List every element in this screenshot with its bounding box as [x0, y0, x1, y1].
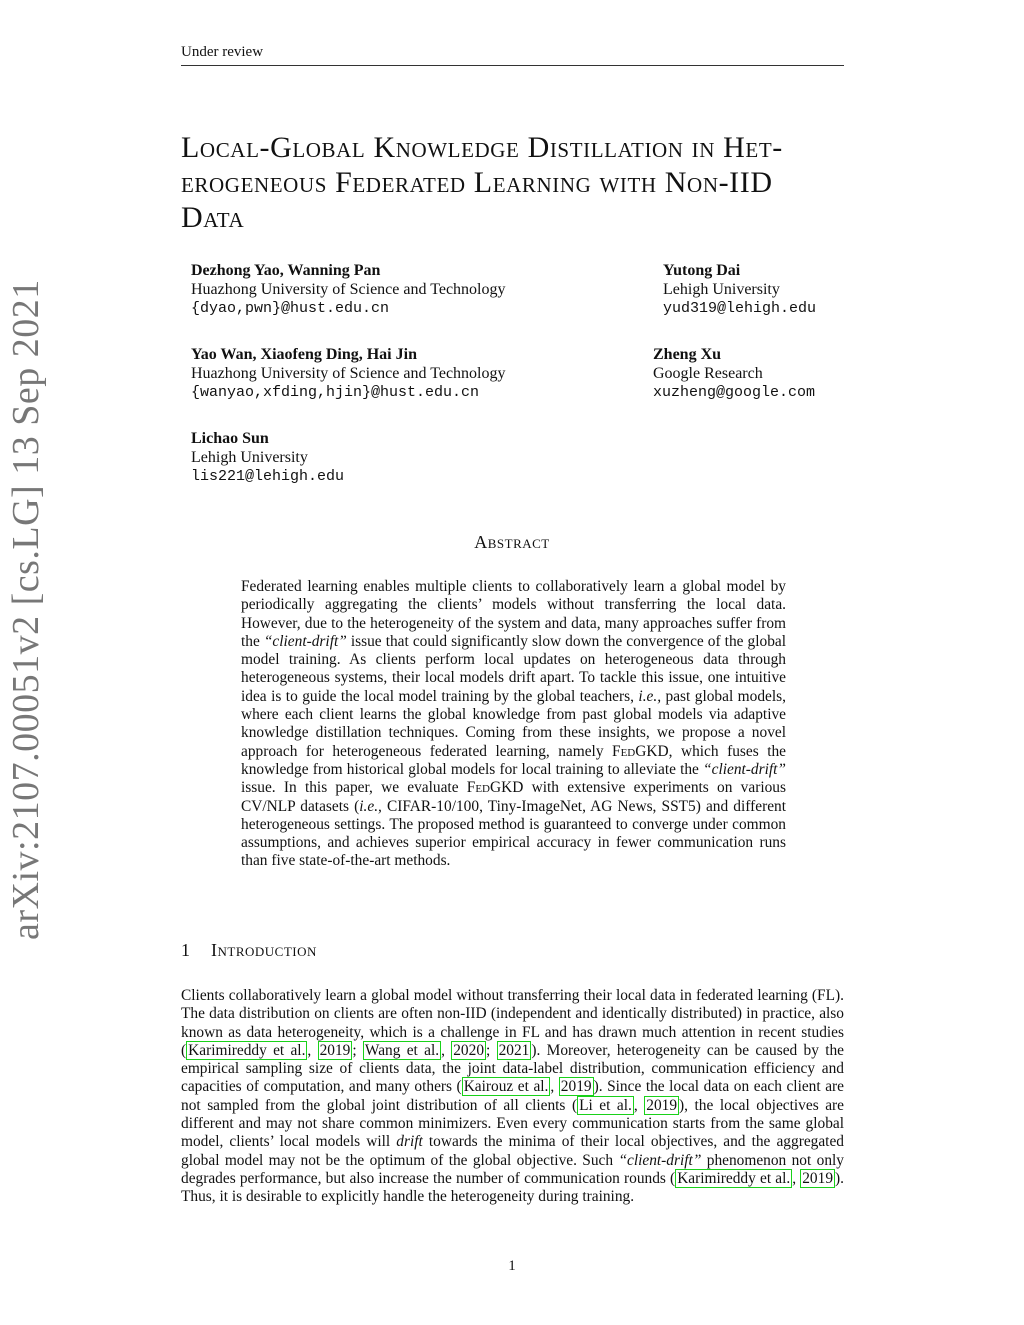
author-email: {dyao,pwn}@hust.edu.cn	[191, 300, 390, 317]
author-affiliation: Google Research	[653, 365, 763, 382]
intro-text: phenomenon not only degrades performance, but also increase the number of communication rounds (	[181, 1151, 844, 1187]
author-affiliation: Lehigh University	[663, 281, 780, 298]
author-email: {wanyao,xfding,hjin}@hust.edu.cn	[191, 384, 480, 401]
intro-emphasis: “client-drift”	[618, 1151, 702, 1169]
citation-link[interactable]: Kairouz et al.	[463, 1078, 549, 1096]
intro-text: ). Since the local data on each client are not sampled from the global joint distribution of all clients (	[181, 1078, 844, 1114]
intro-text: towards the minima of their local objectives, and the aggregated global model may not be the optimum of the global objective. Such	[181, 1133, 844, 1169]
method-name: FedGKD	[466, 779, 524, 797]
abstract-text: issue that could significantly slow down the convergence of the global model training. As clients perform local updates on heterogeneous data through heterogeneous systems, their local models drift apart. To tackle this issue, one intuitive idea is to guide the local model training by the global teachers,	[241, 632, 786, 705]
author-email: lis221@lehigh.edu	[191, 468, 345, 485]
method-name: FedGKD	[612, 742, 669, 760]
arxiv-stamp: arXiv:2107.00051v2 [cs.LG] 13 Sep 2021	[5, 279, 47, 940]
author-email: yud319@lehigh.edu	[663, 300, 817, 317]
citation-link[interactable]: Li et al.	[579, 1096, 632, 1114]
title-line: Local-Global Knowledge Distillation in Het-	[181, 131, 783, 164]
citation-link[interactable]: 2020	[453, 1041, 485, 1059]
author-affiliation: Huazhong University of Science and Technology	[191, 365, 506, 382]
author-affiliation: Huazhong University of Science and Technology	[191, 281, 506, 298]
author-affiliation: Lehigh University	[191, 449, 308, 466]
abstract-body	[241, 578, 786, 871]
citation-link[interactable]: 2019	[560, 1078, 592, 1096]
abstract-emphasis: “client-drift”	[703, 760, 786, 778]
title-line: Data	[181, 201, 245, 234]
section-title: Introduction	[211, 940, 317, 960]
abstract-text: Federated learning enables multiple clients to collaboratively learn a global model by periodically aggregating the clients’ models without transferring the local data. However, due to the heterogeneity of the system and data, many approaches suffer from the	[241, 578, 786, 650]
intro-text: Clients collaboratively learn a global model without transferring their local data in federated learning (FL). The data distribution on clients are often non-IID (independent and identically distributed) in practice, also known as data heterogeneity, which is a challenge in FL and has drawn much attention in recent studies (	[181, 987, 844, 1059]
citation-link[interactable]: 2021	[498, 1041, 530, 1059]
abstract-text: , which fuses the knowledge from historical global models for local training to alleviate the	[241, 742, 786, 778]
abstract-heading: Abstract	[474, 532, 550, 552]
citation-link[interactable]: 2019	[319, 1041, 351, 1059]
intro-text: ;	[352, 1041, 363, 1059]
intro-text: ). Moreover, heterogeneity can be caused by the empirical sampling size of clients data, the joint data-label distribution, communication efficiency and capacities of computation, and many others (	[181, 1041, 844, 1096]
abstract-text: issue. In this paper, we evaluate	[241, 779, 467, 797]
author-block	[191, 429, 344, 486]
page-number: 1	[508, 1258, 516, 1274]
author-block	[653, 345, 815, 402]
intro-text: ), the local objectives are different and may not share common minimizers. Even every communication starts from the same global model, clients’ local models will	[181, 1096, 844, 1151]
citation-link[interactable]: Karimireddy et al.	[188, 1041, 306, 1059]
citation-link[interactable]: 2019	[802, 1169, 834, 1187]
citation-link[interactable]: 2019	[646, 1096, 678, 1114]
intro-paragraph: Clients collaboratively learn a global model without transferring their local data in federated learning (FL). The data distribution on clients are often non-IID (independent and identically distributed) in practice, also known as data heterogeneity, which is a challenge in FL and has drawn much attention in recent studies ( Karimireddy et al. , 2019 ; Wang et al. , 2020 ; 2021 ). Moreover, heterogeneity can be caused by the empirical sampling size of clients data, the joint data-label distribution, communication efficiency and capacities of computation, and many others ( Kairouz et al. , 2019 ). Since the local data on each client are not sampled from the global joint distribution of all clients ( Li et al. , 2019 ), the local objectives are different and may not share common minimizers. Even every communication starts from the same global model, clients’ local models will drift towards the minima of their local objectives, and the aggregated global model may not be the optimum of the global objective. Such “client-drift” phenomenon not only degrades performance, but also increase the number of communication rounds ( Karimireddy et al. , 2019 ). Thus, it is desirable to explicitly handle the heterogeneity during training.	[181, 987, 844, 1206]
section-heading	[181, 940, 581, 961]
author-name: Lichao Sun	[191, 430, 269, 447]
abstract-emphasis: “client-drift”	[263, 632, 347, 650]
abstract-text: CIFAR-10/100, Tiny-ImageNet, AG News, SST5) and different heterogeneous settings. The proposed method is guaranteed to converge under common assumptions, and achieves superior empirical accuracy in fewer communication runs than five state-of-the-art methods.	[241, 797, 786, 870]
section-number: 1	[181, 940, 191, 960]
abstract-text: past global models, where each client learns the global knowledge from past global models via adaptive knowledge distillation techniques. Coming from these insights, we propose a novel approach for heterogeneous federated learning, namely	[241, 687, 786, 760]
intro-emphasis: drift	[396, 1133, 423, 1151]
intro-text: ;	[486, 1041, 497, 1059]
author-name: Yutong Dai	[663, 262, 741, 279]
title-line: erogeneous Federated Learning with Non-IID	[181, 166, 773, 199]
abstract-text: with extensive experiments on various CV/NLP datasets (	[241, 779, 786, 815]
author-block	[191, 261, 506, 318]
running-head: Under review	[181, 44, 844, 66]
intro-text: ). Thus, it is desirable to explicitly handle the heterogeneity during training.	[181, 1169, 844, 1206]
paper-title	[181, 130, 851, 235]
citation-link[interactable]: Karimireddy et al.	[677, 1169, 791, 1187]
author-block	[191, 345, 506, 402]
abstract-emphasis: i.e.,	[359, 797, 382, 815]
author-name: Yao Wan, Xiaofeng Ding, Hai Jin	[191, 346, 417, 363]
abstract-emphasis: i.e.,	[638, 687, 662, 705]
author-name: Zheng Xu	[653, 346, 722, 363]
author-name: Dezhong Yao, Wanning Pan	[191, 262, 381, 279]
author-email: xuzheng@google.com	[653, 384, 816, 401]
author-block	[663, 261, 816, 318]
citation-link[interactable]: Wang et al.	[364, 1041, 440, 1059]
